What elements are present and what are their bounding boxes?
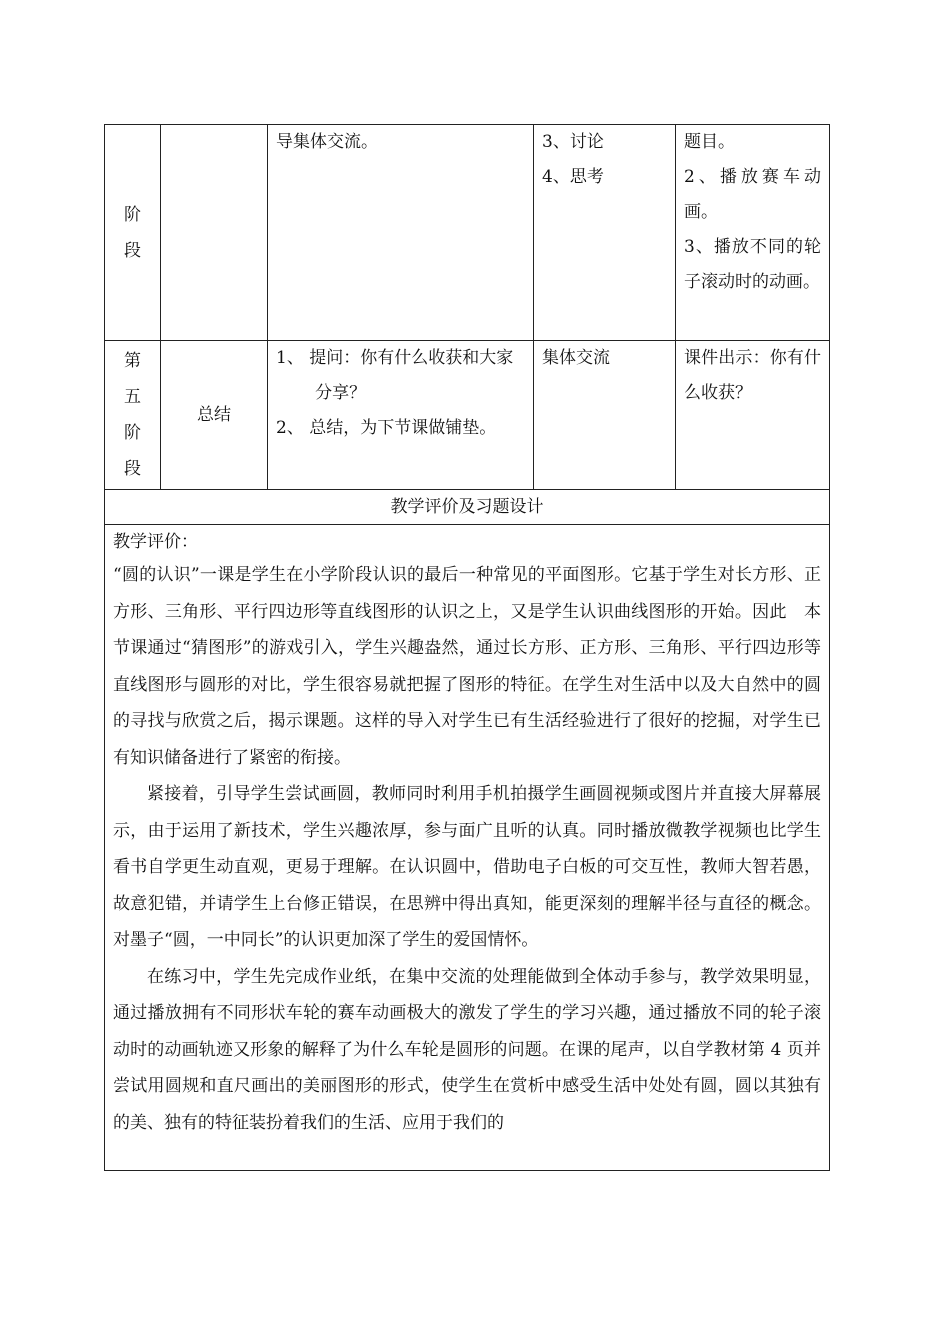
- evaluation-paragraph: 紧接着，引导学生尝试画圆，教师同时利用手机拍摄学生画圆视频或图片并直接大屏幕展示，由于运用了新技术，学生兴趣浓厚，参与面广且听的认真。同时播放微教学视频也比学生看书自学更生动直观，更易于理解。在认识圆中，借助电子白板的可交互性，教师大智若愚，故意犯错，并请学生上台修正错误，在思辨中得出真知，能更深刻的理解半径与直径的概念。对墨子“圆，一中同长”的认识更加深了学生的爱国情怀。: [113, 784, 821, 950]
- student-activity-cell: [534, 341, 676, 490]
- evaluation-paragraph: “圆的认识”一课是学生在小学阶段认识的最后一种常见的平面图形。它基于学生对长方形、正方形、三角形、平行四边形等直线图形的认识之上，又是学生认识曲线图形的开始。因此 本节课通过“猜图形”的游戏引入，学生兴趣盎然，通过长方形、正方形、三角形、平行四边形等直线图形与圆形的对比，学生很容易就把握了图形的特征。在学生对生活中以及大自然中的圆的寻找与欣赏之后，揭示课题。这样的导入对学生已有生活经验进行了很好的挖掘，对学生已有知识储备进行了紧密的衔接。: [113, 565, 821, 768]
- stage-label: 第五阶段: [124, 351, 141, 479]
- stage-cell: [105, 125, 161, 341]
- stage-name: 总结: [197, 404, 231, 425]
- teacher-activity-cell: [268, 341, 534, 490]
- student-activity-line: 集体交流: [542, 348, 610, 368]
- media-usage-line: 3、播放不同的轮子滚动时的动画。: [684, 237, 821, 292]
- evaluation-paragraph: 在练习中，学生先完成作业纸，在集中交流的处理能做到全体动手参与，教学效果明显，通过播放拥有不同形状车轮的赛车动画极大的激发了学生的学习兴趣，通过播放不同的轮子滚动时的动画轨迹又形象的解释了为什么车轮是圆形的问题。在课的尾声，以自学教材第 4 页并尝试用圆规和直尺画出的美丽图形的形式，使学生在赏析中感受生活中处处有圆，圆以其独有的美、独有的特征装扮着我们的生活、应用于我们的: [113, 966, 821, 1133]
- teacher-activity-line: 2、 总结，为下节课做铺垫。: [276, 418, 497, 438]
- table-row-section-title: [105, 490, 830, 525]
- media-usage-line: 题目。: [684, 132, 735, 152]
- lesson-plan-table: [104, 124, 830, 1171]
- teacher-activity-line: 导集体交流。: [276, 132, 378, 152]
- stage-cell: [105, 341, 161, 490]
- media-usage-line: 2、播放赛车动画。: [684, 167, 821, 222]
- student-activity-line: 4、思考: [542, 167, 604, 187]
- table-row-evaluation: [105, 525, 830, 1171]
- student-activity-cell: [534, 125, 676, 341]
- table-row-stage-5: [105, 341, 830, 490]
- media-usage-cell: [676, 125, 830, 341]
- evaluation-heading: 教学评价：: [113, 532, 198, 552]
- student-activity-line: 3、讨论: [542, 132, 604, 152]
- teacher-activity-line: 1、 提问：你有什么收获和大家分享？: [276, 348, 514, 403]
- section-title: 教学评价及习题设计: [390, 497, 544, 517]
- stage-name-cell: [161, 341, 268, 490]
- teacher-activity-cell: [268, 125, 534, 341]
- media-usage-cell: [676, 341, 830, 490]
- table-row-stage-continued: [105, 125, 830, 341]
- stage-name-cell: [161, 125, 268, 341]
- section-title-cell: [105, 490, 830, 525]
- evaluation-cell: [105, 525, 830, 1171]
- stage-label: 阶段: [124, 204, 141, 261]
- media-usage-line: 课件出示：你有什么收获？: [684, 348, 821, 403]
